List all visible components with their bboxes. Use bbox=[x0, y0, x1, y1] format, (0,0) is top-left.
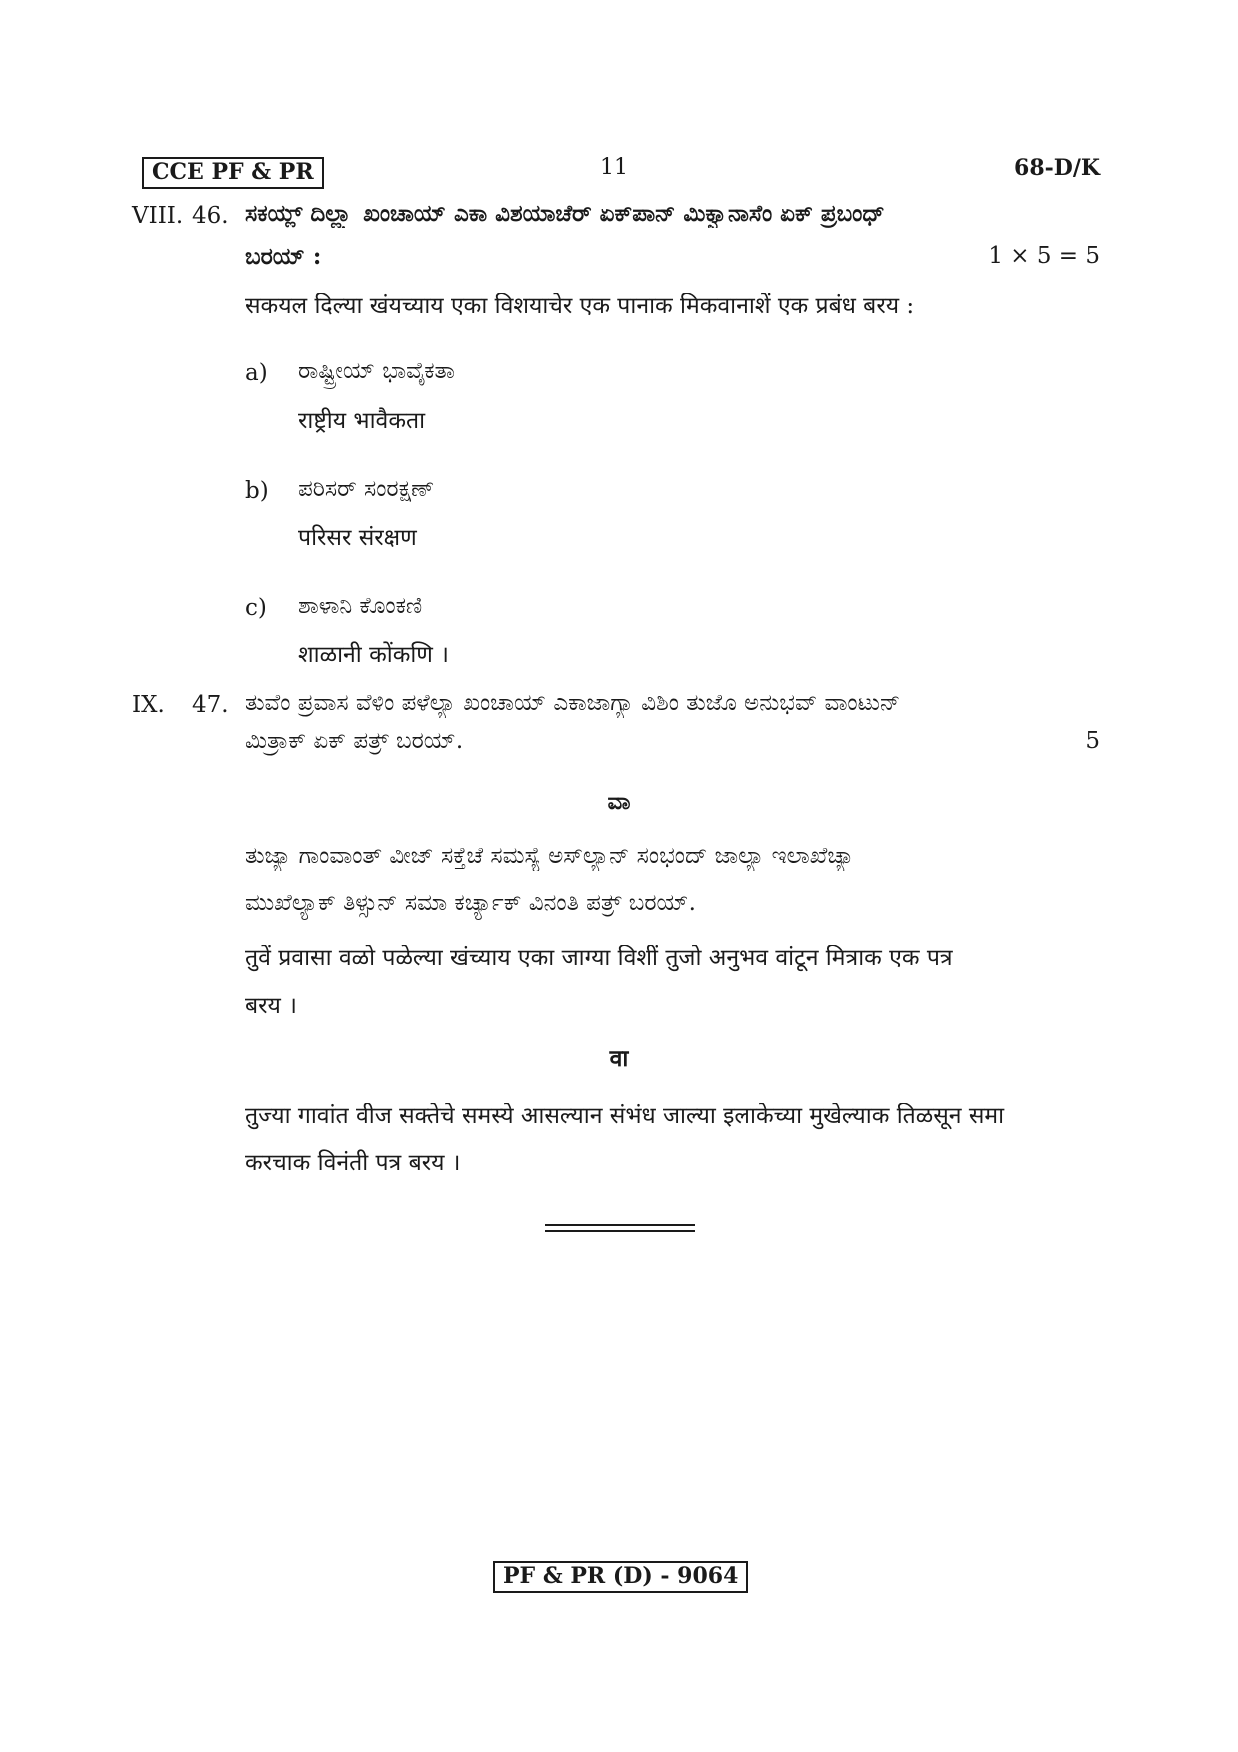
subject-code: 68-D/K bbox=[1014, 155, 1100, 181]
option-c-kannada: ಶಾಳಾನಿ ಕೊಂಕಣಿ bbox=[298, 593, 423, 619]
question-number-47: 47. bbox=[192, 692, 229, 718]
footer-code: PF & PR (D) - 9064 bbox=[503, 1563, 739, 1589]
question-number-46: 46. bbox=[192, 203, 229, 229]
or-separator-kannada: ವಾ bbox=[607, 788, 631, 815]
section-number-viii: VIII. bbox=[132, 203, 184, 229]
q47-kannada-line2: ಮಿತ್ರಾಕ್ ಏಕ್ ಪತ್ರ್ ಬರಯ್. bbox=[245, 728, 464, 754]
option-b-label: b) bbox=[245, 478, 269, 504]
option-a-devanagari: राष्ट्रीय भावैकता bbox=[298, 408, 426, 434]
or-separator-devanagari: वा bbox=[609, 1045, 629, 1072]
paper-code: CCE PF & PR bbox=[152, 159, 314, 185]
option-b-kannada: ಪರಿಸರ್ ಸಂರಕ್ಷಣ್ bbox=[298, 476, 435, 502]
q46-devanagari: सकयल दिल्या खंयच्याय एका विशयाचेर एक पानाक मिकवानाशें एक प्रबंध बरय : bbox=[245, 293, 915, 319]
end-rule-bottom bbox=[545, 1230, 695, 1232]
section-number-ix: IX. bbox=[132, 692, 165, 718]
q47-devanagari-line2: बरय । bbox=[245, 993, 297, 1019]
q47-alt-devanagari-line1: तुज्या गावांत वीज सक्तेचे समस्ये आसल्यान संभंध जाल्या इलाकेच्या मुखेल्याक तिळसून समा bbox=[245, 1103, 1005, 1129]
option-c-label: c) bbox=[245, 595, 267, 621]
paper-code-box bbox=[142, 157, 324, 189]
q47-marks: 5 bbox=[1085, 728, 1100, 754]
q47-devanagari-line1: तुवें प्रवासा वळो पळेल्या खंच्याय एका जाग्या विशीं तुजो अनुभव वांटून मित्राक एक पत्र bbox=[245, 945, 953, 971]
option-a-kannada: ರಾಷ್ಟ್ರೀಯ್ ಭಾವೈಕತಾ bbox=[298, 358, 455, 384]
option-a-label: a) bbox=[245, 360, 268, 386]
q46-kannada-line2: ಬರಯ್ : bbox=[245, 243, 322, 270]
q46-marks: 1 × 5 = 5 bbox=[988, 243, 1100, 269]
q47-kannada-line1: ತುವೆಂ ಪ್ರವಾಸ ವೆಳಿಂ ಪಳೆಲ್ಯಾ ಖಂಚಾಯ್ ಎಕಾಜಾಗ್ಯಾ ವಿಶಿಂ ತುಜೊ ಅನುಭವ್ ವಾಂಟುನ್ bbox=[245, 690, 901, 716]
q46-kannada-line1: ಸಕಯ್ಲ್ ದಿಲ್ಲ್ಯಾ ಖಂಚಾಯ್ ಎಕಾ ವಿಶಯಾಚೆರ್ ಏಕ್‌ಪಾನ್ ಮಿಕ್ವಾನಾಸೆಂ ಏಕ್ ಪ್ರಬಂಧ್ bbox=[245, 200, 885, 227]
page-number: 11 bbox=[600, 155, 628, 180]
q47-alt-devanagari-line2: करचाक विनंती पत्र बरय । bbox=[245, 1150, 461, 1176]
footer-code-box bbox=[493, 1561, 748, 1593]
end-rule-top bbox=[545, 1224, 695, 1226]
q47-alt-kannada-line1: ತುಜ್ಯಾ ಗಾಂವಾಂತ್ ವೀಜ್ ಸಕ್ತೆಚೆ ಸಮಸ್ಯೆ ಅಸ್‌ಲ್ಯಾನ್ ಸಂಭಂದ್ ಜಾಲ್ಯಾ ಇಲಾಖೆಚ್ಯಾ bbox=[245, 843, 855, 869]
q47-alt-kannada-line2: ಮುಖೆಲ್ಯಾಕ್ ತಿಳ್ಸುನ್ ಸಮಾ ಕರ್ಚ್ಯಾಕ್ ವಿನಂತಿ ಪತ್ರ್ ಬರಯ್. bbox=[245, 890, 696, 916]
option-c-devanagari: शाळानी कोंकणि । bbox=[298, 642, 449, 668]
option-b-devanagari: परिसर संरक्षण bbox=[298, 525, 417, 551]
